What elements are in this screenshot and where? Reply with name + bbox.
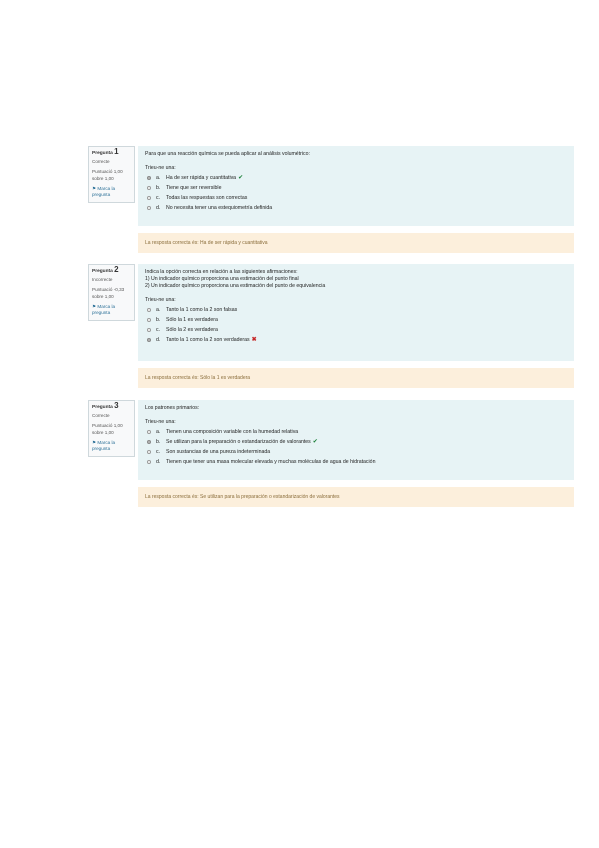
option-text: Tanto la 1 como la 2 son falsas — [166, 306, 238, 313]
question-number-value: 2 — [114, 265, 119, 274]
option-letter: a. — [156, 428, 161, 435]
answer-option-b[interactable] — [145, 183, 567, 193]
answer-option-d[interactable] — [145, 335, 567, 345]
flag-question-link[interactable] — [92, 440, 132, 452]
option-text: Tiene que ser reversible — [166, 184, 222, 191]
question-grade: Puntuació -0,33 sobre 1,00 — [92, 287, 125, 299]
question-label: Pregunta — [92, 151, 113, 156]
flag-question-link[interactable] — [92, 186, 132, 198]
option-text: No necesita tener una estequiometría definida — [166, 204, 273, 211]
radio-button[interactable] — [147, 440, 151, 444]
question-number — [92, 149, 132, 157]
answer-option-d[interactable] — [145, 203, 567, 213]
option-letter: b. — [156, 184, 161, 191]
answer-option-a[interactable] — [145, 173, 567, 183]
answer-option-c[interactable] — [145, 193, 567, 203]
question-state: Incorrecte — [92, 277, 113, 283]
question-info — [88, 146, 135, 203]
flag-label: Marca la pregunta — [92, 185, 116, 198]
question-label: Pregunta — [92, 269, 113, 274]
option-letter: b. — [156, 316, 161, 323]
option-text: Todas las respuestas son correctas — [166, 194, 248, 201]
option-text: Sólo la 1 es verdadera — [166, 316, 218, 323]
option-letter: d. — [156, 458, 161, 465]
answer-prompt: Trieu-ne una: — [145, 419, 176, 425]
question-text — [145, 405, 567, 412]
flag-icon: ⚑ — [92, 439, 97, 445]
option-letter: c. — [156, 326, 161, 333]
flag-icon: ⚑ — [92, 185, 97, 191]
question-text-line: Los patrones primarios: — [145, 405, 200, 411]
answer-option-b[interactable] — [145, 315, 567, 325]
option-text: Son sustancias de una pureza indeterminada — [166, 448, 271, 455]
radio-button[interactable] — [147, 176, 151, 180]
correct-check-icon: ✔ — [312, 438, 318, 445]
option-text: Tanto la 1 como la 2 son verdaderas — [166, 336, 250, 343]
option-letter: a. — [156, 174, 161, 181]
radio-button[interactable] — [147, 460, 151, 464]
flag-label: Marca la pregunta — [92, 303, 116, 316]
correct-answer-feedback: La resposta correcta és: Ha de ser rápida y cuantitativa — [138, 233, 574, 253]
answer-option-a[interactable] — [145, 427, 567, 437]
radio-button[interactable] — [147, 450, 151, 454]
question-state: Correcte — [92, 159, 110, 165]
question-state: Correcte — [92, 413, 110, 419]
incorrect-cross-icon: ✖ — [251, 336, 257, 343]
flag-label: Marca la pregunta — [92, 439, 116, 452]
option-text: Tienen una composición variable con la humedad relativa — [166, 428, 299, 435]
question-number-value: 1 — [114, 147, 119, 156]
option-text: Tienen que tener una masa molecular elevada y muchas moléculas de agua de hidratación — [166, 458, 376, 465]
answer-option-a[interactable] — [145, 305, 567, 315]
radio-button[interactable] — [147, 196, 151, 200]
option-text: Sólo la 2 es verdadera — [166, 326, 218, 333]
answer-options — [145, 305, 567, 345]
option-letter: c. — [156, 448, 161, 455]
answer-prompt: Trieu-ne una: — [145, 165, 176, 171]
flag-question-link[interactable] — [92, 304, 132, 316]
answer-option-c[interactable] — [145, 325, 567, 335]
option-letter: d. — [156, 204, 161, 211]
question-text-line: 1) Un indicador químico proporciona una estimación del punto final — [145, 276, 299, 282]
option-letter: c. — [156, 194, 161, 201]
correct-answer-feedback: La resposta correcta és: Se utilizan para la preparación o estandarización de valorantes — [138, 487, 574, 507]
answer-options — [145, 427, 567, 467]
radio-button[interactable] — [147, 206, 151, 210]
question-grade: Puntuació 1,00 sobre 1,00 — [92, 423, 123, 435]
question-formulation — [138, 146, 574, 226]
question-formulation — [138, 264, 574, 361]
answer-option-c[interactable] — [145, 447, 567, 457]
question-label: Pregunta — [92, 405, 113, 410]
option-letter: d. — [156, 336, 161, 343]
option-text: Ha de ser rápida y cuantitativa — [166, 174, 237, 181]
answer-options — [145, 173, 567, 213]
option-text: Se utilizan para la preparación o estandarización de valorantes — [166, 438, 311, 445]
correct-check-icon: ✔ — [238, 174, 244, 181]
question-text-line: Para que una reacción química se pueda aplicar al análisis volumétrico: — [145, 151, 310, 157]
question-formulation — [138, 400, 574, 480]
question-number — [92, 267, 132, 275]
answer-option-d[interactable] — [145, 457, 567, 467]
question-text — [145, 269, 567, 290]
radio-button[interactable] — [147, 430, 151, 434]
question-number-value: 3 — [114, 401, 119, 410]
radio-button[interactable] — [147, 186, 151, 190]
radio-button[interactable] — [147, 328, 151, 332]
question-text-line: 2) Un indicador químico proporciona una estimación del punto de equivalencia — [145, 283, 326, 289]
radio-button[interactable] — [147, 318, 151, 322]
answer-option-b[interactable] — [145, 437, 567, 447]
question-info — [88, 264, 135, 321]
question-number — [92, 403, 132, 411]
question-text — [145, 151, 567, 158]
radio-button[interactable] — [147, 308, 151, 312]
correct-answer-feedback: La resposta correcta és: Sólo la 1 es verdadera — [138, 368, 574, 388]
option-letter: b. — [156, 438, 161, 445]
flag-icon: ⚑ — [92, 303, 97, 309]
question-grade: Puntuació 1,00 sobre 1,00 — [92, 169, 123, 181]
answer-prompt: Trieu-ne una: — [145, 297, 176, 303]
radio-button[interactable] — [147, 338, 151, 342]
option-letter: a. — [156, 306, 161, 313]
question-text-line: Indica la opción correcta en relación a las siguientes afirmaciones: — [145, 269, 298, 275]
question-info — [88, 400, 135, 457]
